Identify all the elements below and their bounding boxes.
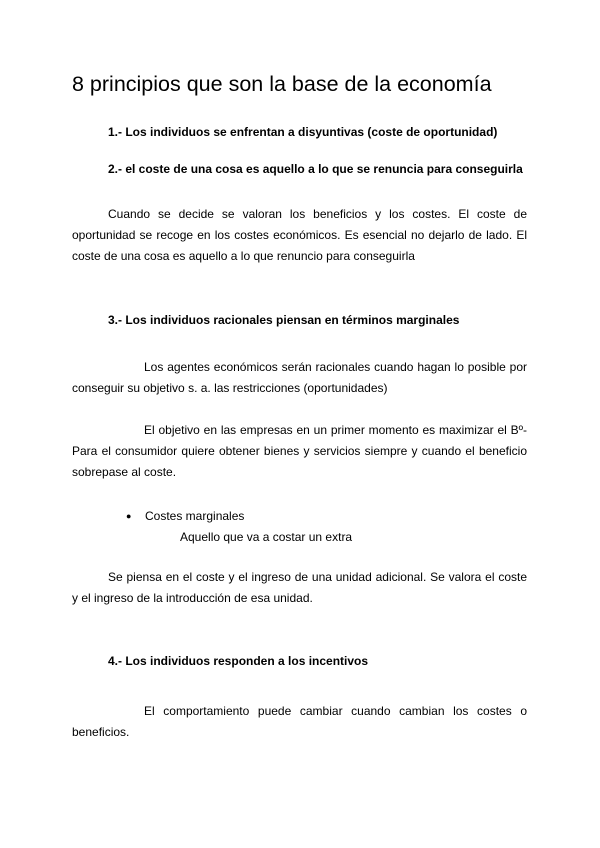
bullet-label: Costes marginales xyxy=(145,509,245,523)
principle-3-paragraph-2: El objetivo en las empresas en un primer momento es maximizar el Bº- Para el consumidor quiere obtener bienes y servicios siempre y cuando el beneficio sobrepase al coste. xyxy=(72,423,527,479)
document-title: 8 principios que son la base de la economía xyxy=(72,72,492,96)
principle-3-heading: 3.- Los individuos racionales piensan en términos marginales xyxy=(108,313,460,327)
bullet-detail: Aquello que va a costar un extra xyxy=(180,530,353,544)
bullet-item xyxy=(126,506,244,527)
principle-1-heading: 1.- Los individuos se enfrentan a disyuntivas (coste de oportunidad) xyxy=(108,125,498,139)
principle-4-heading: 4.- Los individuos responden a los incentivos xyxy=(108,654,369,668)
principle-3-paragraph-3: Se piensa en el coste y el ingreso de una unidad adicional. Se valora el coste y el ingreso de la introducción de esa unidad. xyxy=(72,570,527,605)
principle-4-paragraph: El comportamiento puede cambiar cuando cambian los costes o beneficios. xyxy=(72,704,527,739)
principle-2-heading: 2.- el coste de una cosa es aquello a lo que se renuncia para conseguirla xyxy=(108,162,523,176)
bullet-dot-icon: ● xyxy=(126,511,132,521)
principle-3-paragraph-1: Los agentes económicos serán racionales cuando hagan lo posible por conseguir su objetivo s. a. las restricciones (oportunidades) xyxy=(72,360,527,395)
principle-2-paragraph: Cuando se decide se valoran los beneficios y los costes. El coste de oportunidad se recoge en los costes económicos. Es esencial no dejarlo de lado. El coste de una cosa es aquello a lo que renuncio para conseguirla xyxy=(72,207,527,263)
